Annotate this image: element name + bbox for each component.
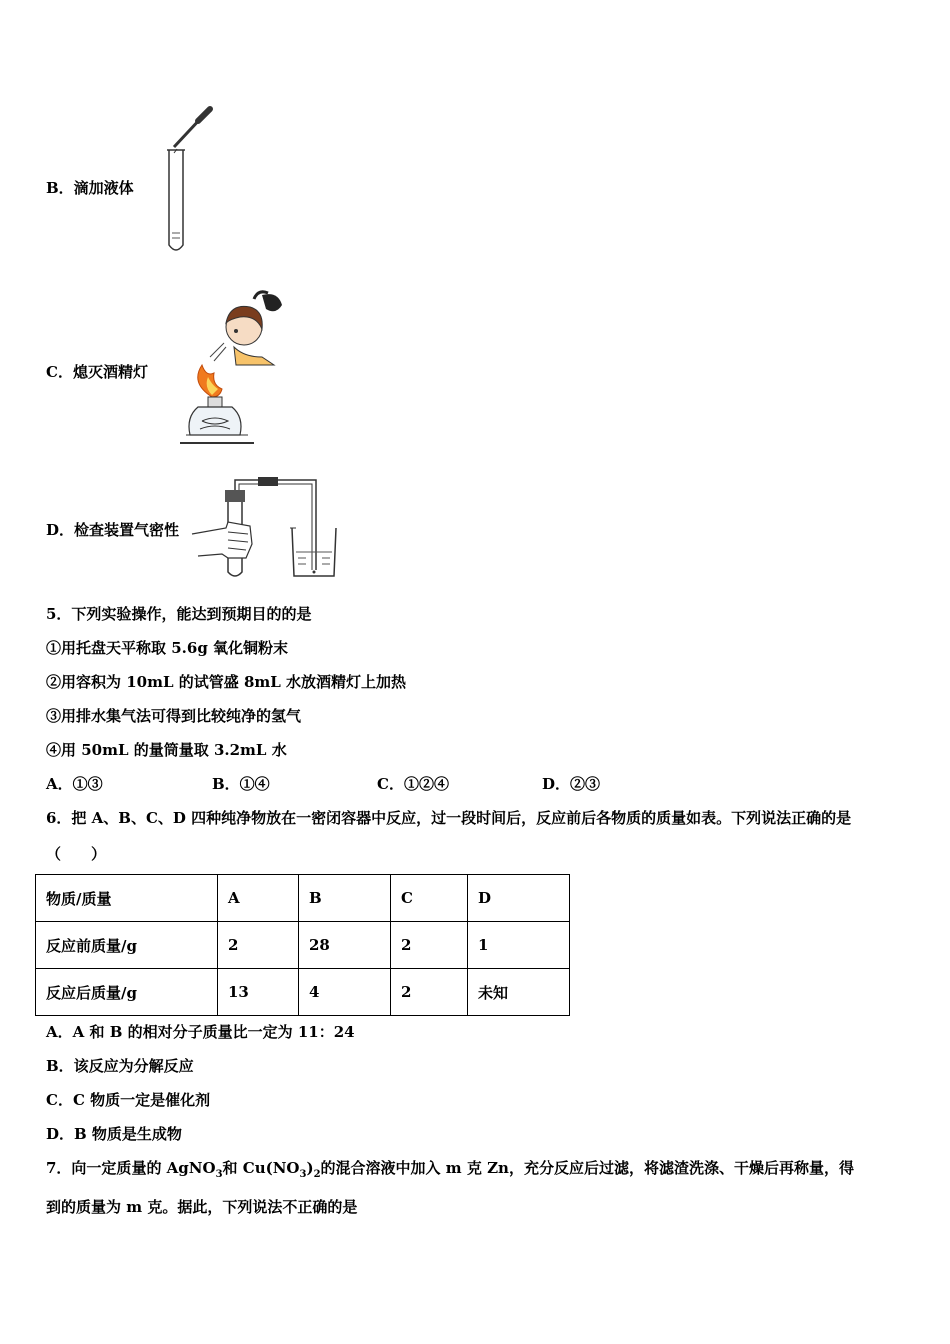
q6-choice-b: B．该反应为分解反应 (46, 1057, 194, 1075)
table-cell: A (218, 875, 299, 922)
table-cell: B (299, 875, 391, 922)
q5-item-3: ③用排水集气法可得到比较纯净的氢气 (46, 707, 302, 725)
q7-sub-3: 2 (313, 1169, 321, 1180)
table-row (36, 922, 570, 969)
option-d-label: D．检查装置气密性 (46, 521, 180, 539)
q7-stem-line2: 到的质量为 m 克。据此，下列说法不正确的是 (46, 1198, 358, 1216)
option-b-label: B．滴加液体 (46, 179, 134, 197)
airtightness-check-figure (192, 472, 342, 582)
q5-item-1: ①用托盘天平称取 5.6g 氧化铜粉末 (46, 639, 289, 657)
alcohol-lamp-figure (178, 285, 293, 450)
q5-choice-d: D．②③ (542, 775, 601, 793)
table-cell: 物质/质量 (36, 875, 218, 922)
q5-stem: 5．下列实验操作，能达到预期目的的是 (46, 605, 312, 623)
q5-choice-a: A．①③ (46, 775, 103, 793)
q5-item-2: ②用容积为 10mL 的试管盛 8mL 水放酒精灯上加热 (46, 673, 407, 691)
table-cell: C (391, 875, 468, 922)
mass-table (35, 874, 570, 1016)
table-cell: 未知 (468, 969, 570, 1016)
option-c-label: C．熄灭酒精灯 (46, 363, 148, 381)
q7-text-2: 和 Cu(NO (222, 1159, 300, 1177)
table-cell: 反应前质量/g (36, 922, 218, 969)
q6-choice-c: C．C 物质一定是催化剂 (46, 1091, 211, 1109)
table-cell: D (468, 875, 570, 922)
table-cell: 2 (391, 969, 468, 1016)
q6-stem: 6．把 A、B、C、D 四种纯净物放在一密闭容器中反应，过一段时间后，反应前后各物质的质量如表。下列说法正确的是 (46, 809, 852, 827)
table-cell: 28 (299, 922, 391, 969)
q7-text-1: 7．向一定质量的 AgNO (46, 1159, 216, 1177)
table-cell: 2 (391, 922, 468, 969)
q7-text-4: 的混合溶液中加入 m 克 Zn，充分反应后过滤，将滤渣洗涤、干燥后再称量，得 (320, 1159, 854, 1177)
table-cell: 1 (468, 922, 570, 969)
q7-sub-1: 3 (215, 1169, 223, 1180)
dropper-test-tube-figure (160, 105, 230, 255)
q5-item-4: ④用 50mL 的量筒量取 3.2mL 水 (46, 741, 287, 759)
q5-choice-b: B．①④ (212, 775, 270, 793)
q7-sub-2: 3 (299, 1169, 307, 1180)
table-header-row (36, 875, 570, 922)
table-cell: 反应后质量/g (36, 969, 218, 1016)
table-row (36, 969, 570, 1016)
table-cell: 2 (218, 922, 299, 969)
table-cell: 13 (218, 969, 299, 1016)
q6-choice-a: A．A 和 B 的相对分子质量比一定为 11：24 (46, 1023, 355, 1041)
q6-paren: （ ） (46, 845, 107, 863)
q5-choice-c: C．①②④ (377, 775, 449, 793)
q7-stem-line1 (46, 1157, 854, 1180)
q6-choice-d: D．B 物质是生成物 (46, 1125, 182, 1143)
q7-text-3: ) (306, 1159, 314, 1177)
table-cell: 4 (299, 969, 391, 1016)
